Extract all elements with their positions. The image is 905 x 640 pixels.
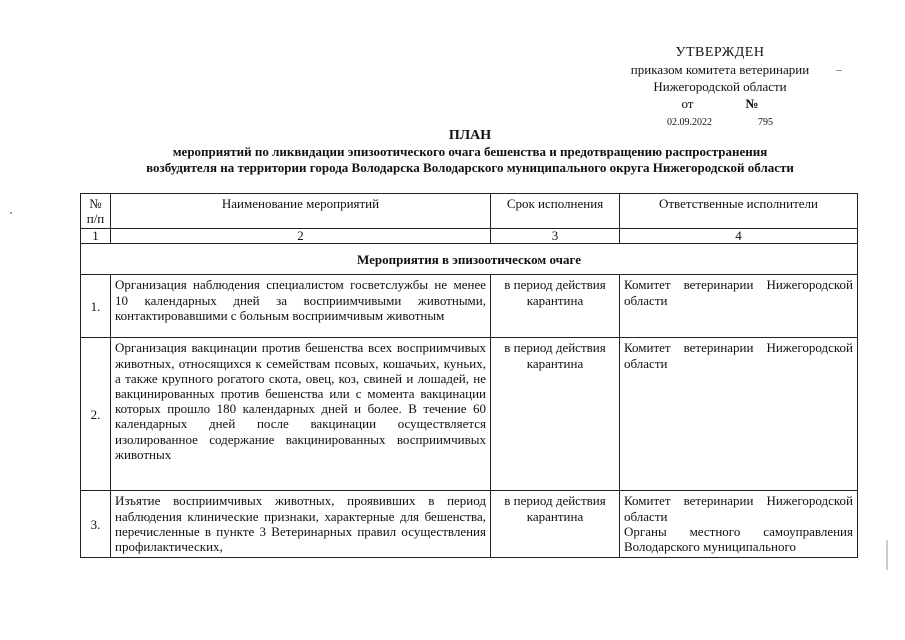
approval-line-1: приказом комитета ветеринарии	[630, 62, 810, 77]
col-number: 1	[81, 229, 111, 244]
row-term: в период действия карантина	[491, 338, 620, 491]
approval-title: УТВЕРЖДЕН	[675, 45, 765, 60]
column-number-row	[81, 229, 858, 244]
from-label: от	[681, 96, 694, 111]
header-num: № п/п	[81, 194, 111, 229]
table-header-row	[81, 194, 858, 229]
table-row	[81, 275, 858, 338]
scan-mark	[836, 70, 842, 71]
col-number: 2	[111, 229, 491, 244]
section-title: Мероприятия в эпизоотическом очаге	[81, 244, 858, 275]
header-responsible: Ответственные исполнители	[620, 194, 858, 229]
table-row	[81, 338, 858, 491]
table-row	[81, 491, 858, 558]
approval-from-row	[610, 95, 830, 112]
document-heading	[60, 128, 880, 176]
responsible-line: Комитет ветеринарии Нижегородской области	[624, 277, 853, 308]
scan-mark	[886, 540, 888, 570]
row-responsible	[620, 275, 858, 338]
heading-line-1: мероприятий по ликвидации эпизоотического очага бешенства и предотвращению распространения	[172, 144, 768, 159]
approval-date: 02.09.2022	[667, 117, 712, 128]
col-number: 3	[491, 229, 620, 244]
number-label: №	[745, 96, 759, 111]
approval-number: 795	[758, 117, 773, 128]
responsible-line: Органы местного самоуправления Володарского муниципального	[624, 523, 853, 555]
plan-table	[80, 193, 858, 558]
header-term: Срок исполнения	[491, 194, 620, 229]
row-term: в период действия карантина	[491, 491, 620, 558]
scan-mark	[10, 212, 12, 214]
col-number: 4	[620, 229, 858, 244]
section-row	[81, 244, 858, 275]
header-name: Наименование мероприятий	[111, 194, 491, 229]
plan-title: ПЛАН	[448, 128, 492, 143]
approval-block	[610, 44, 830, 131]
row-responsible	[620, 491, 858, 558]
row-number: 3.	[81, 491, 111, 558]
responsible-line: Комитет ветеринарии Нижегородской области	[624, 493, 853, 524]
responsible-line: Комитет ветеринарии Нижегородской области	[624, 340, 853, 371]
row-description: Изъятие восприимчивых животных, проявивших в период наблюдения клинические признаки, характерные для бешенства, перечисленные в пункте 3 Ветеринарных правил осуществления профилактических,	[111, 491, 491, 558]
heading-line-2: возбудителя на территории города Володарска Володарского муниципального округа Нижегородской области	[146, 160, 794, 175]
row-responsible	[620, 338, 858, 491]
row-description: Организация наблюдения специалистом госветслужбы не менее 10 календарных дней за восприимчивыми животными, контактировавшими с больным восприимчивым животным	[111, 275, 491, 338]
row-number: 1.	[81, 275, 111, 338]
row-term: в период действия карантина	[491, 275, 620, 338]
row-number: 2.	[81, 338, 111, 491]
row-description: Организация вакцинации против бешенства всех восприимчивых животных, относящихся к семействам псовых, кошачьих, куньих, а также крупного рогатого скота, овец, коз, свиней и лошадей, не вакцинированных против бешенства или с момента вакцинации которых прошло 180 календарных дней и более. В течение 60 календарных дней после вакцинации осуществляется изолированное содержание вакцинированных восприимчивых животных	[111, 338, 491, 491]
approval-line-2: Нижегородской области	[653, 79, 787, 94]
